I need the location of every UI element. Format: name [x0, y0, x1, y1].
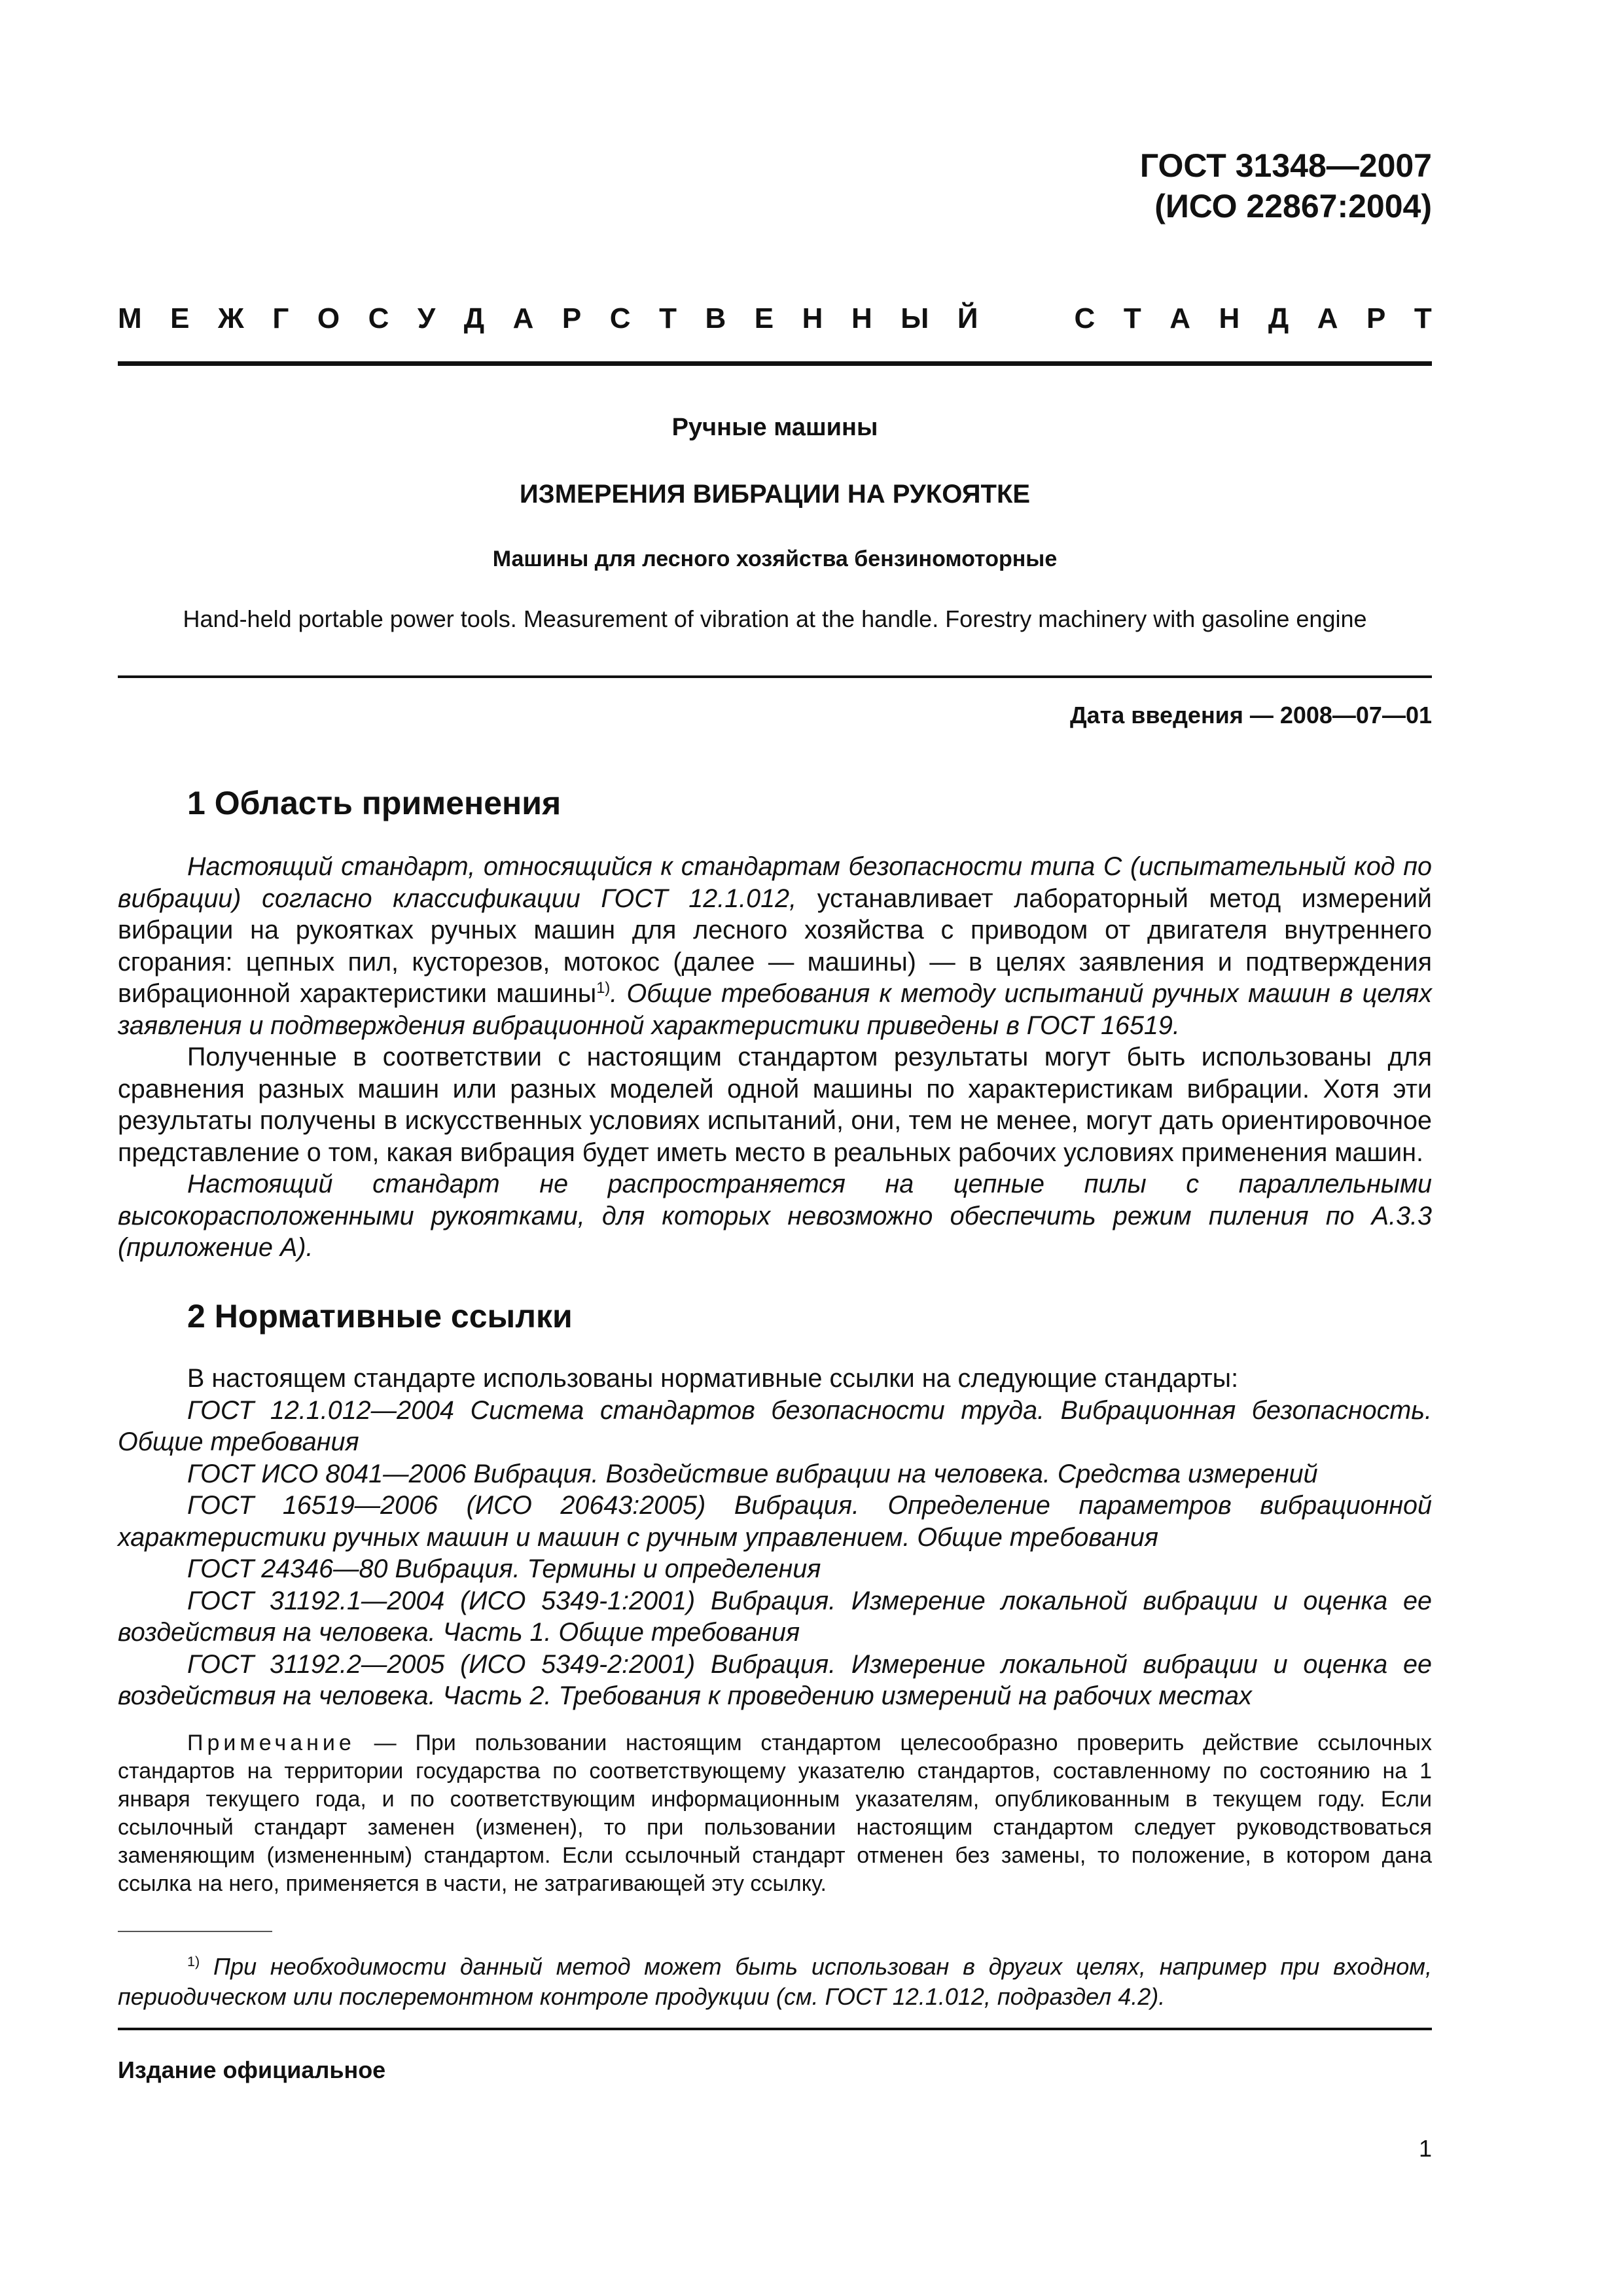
- standard-type-letter: М: [118, 302, 142, 334]
- footnote-mark: 1): [187, 1953, 200, 1969]
- document-number: ГОСТ 31348—2007: [1139, 147, 1432, 184]
- standard-type-letter: С: [1074, 302, 1096, 334]
- reference-item: ГОСТ 31192.2—2005 (ИСО 5349-2:2001) Вибрация. Измерение локальной вибрации и оценка ее воздействия на человека. Часть 2. Требования к проведению измерений на рабочих местах: [118, 1649, 1432, 1710]
- standard-type-letter: Е: [754, 302, 774, 334]
- note-text: — При пользовании настоящим стандартом целесообразно проверить действие ссылочных стандартов на территории государства по соответствующему указателю стандартов, составленному по состоянию на 1 января текущего года, и по соответствующим информационным указателям, опубликованным в текущем году. Если ссылочный стандарт заменен (изменен), то при пользовании настоящим стандартом следует руководствоваться заменяющим (измененным) стандартом. Если ссылочный стандарт отменен без замены, то положение, в котором дана ссылка на него, применяется в части, не затрагивающей эту ссылку.: [118, 1731, 1432, 1896]
- reference-item: ГОСТ ИСО 8041—2006 Вибрация. Воздействие вибрации на человека. Средства измерений: [187, 1459, 1318, 1488]
- section-1-heading: 1 Область применения: [187, 785, 562, 821]
- standard-type-letter: Д: [1268, 302, 1289, 334]
- section-2-intro: В настоящем стандарте использованы нормативные ссылки на следующие стандарты:: [187, 1364, 1239, 1393]
- standard-type-letter: О: [317, 302, 340, 334]
- title-sub: Машины для лесного хозяйства бензиномоторные: [492, 547, 1058, 571]
- note-label: Примечание: [187, 1731, 355, 1755]
- standard-type-letter: Н: [851, 302, 872, 334]
- standard-type-letter: В: [705, 302, 726, 334]
- section-2-body: [118, 1363, 1432, 1712]
- standard-type-letter: С: [609, 302, 631, 334]
- footnote-ref: 1): [596, 979, 611, 997]
- reference-item: ГОСТ 12.1.012—2004 Система стандартов безопасности труда. Вибрационная безопасность. Общие требования: [118, 1395, 1432, 1456]
- footer-rule: [118, 2028, 1432, 2030]
- standard-type-letter: Р: [1366, 302, 1386, 334]
- standard-type-letter: Т: [1414, 302, 1432, 334]
- title-group: Ручные машины: [671, 414, 878, 441]
- edition-label: Издание официальное: [118, 2056, 386, 2083]
- standard-type-letter: С: [368, 302, 389, 334]
- title-rule: [118, 675, 1432, 678]
- footnote-separator: [118, 1931, 272, 1932]
- reference-item: ГОСТ 16519—2006 (ИСО 20643:2005) Вибрация. Определение параметров вибрационной характеристики ручных машин и машин с ручным управлением. Общие требования: [118, 1491, 1432, 1552]
- word-gap: [1007, 302, 1046, 335]
- standard-type-letter: Д: [463, 302, 485, 334]
- standard-type-letter: Н: [802, 302, 823, 334]
- page-number: 1: [1418, 2135, 1432, 2162]
- footnote: $^{1)}$ При необходимости данный метод может быть использован в других целях, например при входном, периодическом или послеремонтном контроле продукции (см. ГОСТ 12.1.012, подраздел 4.2).: [118, 1953, 1432, 2010]
- section-2-note: [118, 1729, 1432, 1898]
- title-english: Hand-held portable power tools. Measurement of vibration at the handle. Forestry machinery with gasoline engine: [183, 605, 1367, 632]
- date-introduction: Дата введения — 2008—07—01: [1069, 702, 1432, 728]
- standard-type-letter: Р: [562, 302, 582, 334]
- standard-type-letter: Е: [170, 302, 190, 334]
- standard-type-letter: У: [417, 302, 436, 334]
- standard-type-letter: Й: [957, 302, 978, 334]
- title-main: ИЗМЕРЕНИЯ ВИБРАЦИИ НА РУКОЯТКЕ: [519, 480, 1031, 509]
- standard-type-letter: Н: [1219, 302, 1240, 334]
- section-1-paragraph-2: Полученные в соответствии с настоящим стандартом результаты могут быть использованы для сравнения разных машин или разных моделей одной машины по характеристикам вибрации. Хотя эти результаты получены в искусственных условиях испытаний, они, тем не менее, могут дать ориентировочное представление о том, какая вибрация будет иметь место в реальных рабочих условиях применения машин.: [118, 1043, 1432, 1167]
- section-1-paragraph-1: Настоящий стандарт, относящийся к стандартам безопасности типа С (испытательный код по вибрации) согласно классификации ГОСТ 12.1.012, устанавливает лабораторный метод измерений вибрации на рукоятках ручных машин для лесного хозяйства с приводом от двигателя внутреннего сгорания: цепных пил, кусторезов, мотокос (далее — машины) — в целях заявления и подтверждения вибрационной характеристики машины$^{1)}$. Общие требования к методу испытаний ручных машин в целях заявления и подтверждения вибрационной характеристики приведены в ГОСТ 16519.: [118, 852, 1432, 1040]
- reference-item: ГОСТ 31192.1—2004 (ИСО 5349-1:2001) Вибрация. Измерение локальной вибрации и оценка ее воздействия на человека. Часть 1. Общие требования: [118, 1586, 1432, 1647]
- header-rule: [118, 361, 1432, 366]
- standard-type-line: [118, 302, 1432, 335]
- reference-item: ГОСТ 24346—80 Вибрация. Термины и определения: [187, 1554, 821, 1583]
- section-2-heading: 2 Нормативные ссылки: [187, 1298, 573, 1335]
- iso-number: (ИСО 22867:2004): [1154, 188, 1432, 224]
- standard-type-letter: Т: [659, 302, 677, 334]
- standard-type-letter: А: [1317, 302, 1338, 334]
- standard-type-letter: Т: [1123, 302, 1141, 334]
- section-1-paragraph-3: Настоящий стандарт не распространяется на цепные пилы с параллельными высокорасположенными рукоятками, для которых невозможно обеспечить режим пиления по А.3.3 (приложение А).: [118, 1170, 1432, 1262]
- standard-type-letter: Ж: [218, 302, 244, 334]
- standard-type-letter: А: [512, 302, 534, 334]
- standard-type-letter: Г: [272, 302, 289, 334]
- standard-type-letter: Ы: [901, 302, 929, 334]
- standard-type-letter: А: [1169, 302, 1190, 334]
- section-1-body: [118, 851, 1432, 1264]
